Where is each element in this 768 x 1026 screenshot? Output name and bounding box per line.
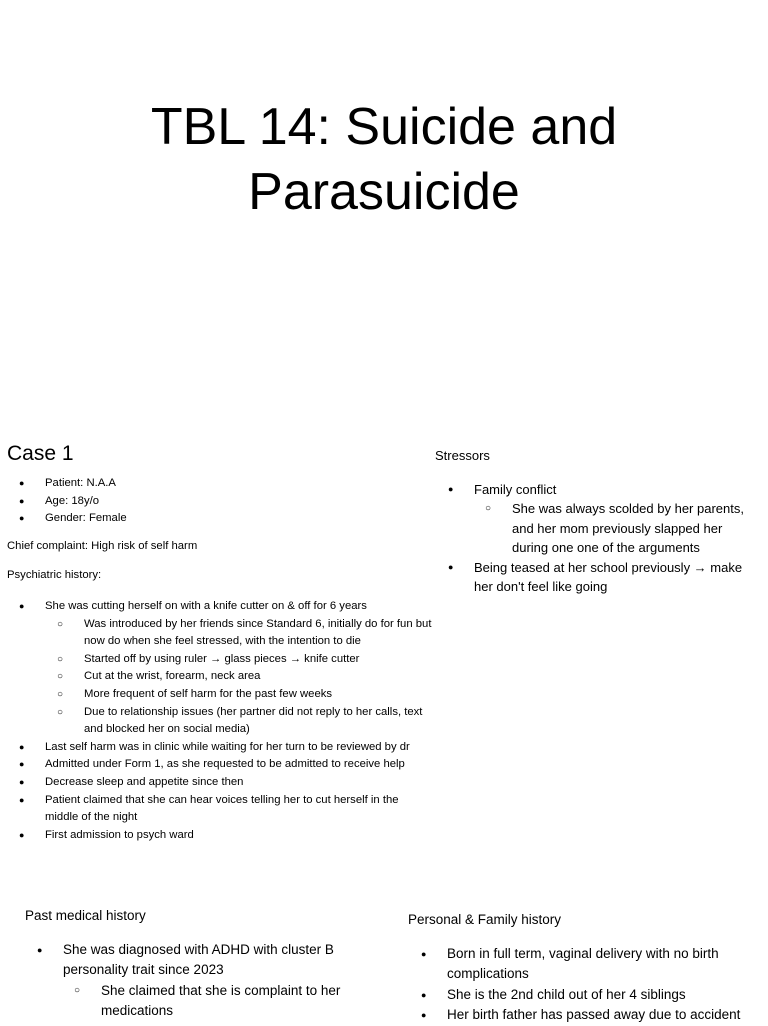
- pmh-list: [63, 940, 370, 1022]
- list-item: [45, 598, 432, 739]
- list-item: ● Gender: Female: [45, 510, 432, 528]
- list-item: [474, 480, 760, 558]
- list-item: [63, 940, 370, 1022]
- pfh-list: [447, 944, 760, 1026]
- case-section: [7, 441, 432, 844]
- list-item: ● First admission to psych ward: [45, 827, 432, 845]
- list-item: ● Admitted under Form 1, as she requested to be admitted to receive help: [45, 756, 432, 774]
- list-item-text: Family conflict: [474, 481, 557, 497]
- patient-info-list: [45, 475, 432, 528]
- list-item: ○ She claimed that she is complaint to her medications: [101, 981, 370, 1022]
- list-item: ● Born in full term, vaginal delivery with no birth complications: [447, 944, 760, 985]
- list-item-text: She was cutting herself on with a knife cutter on & off for 6 years: [45, 599, 367, 612]
- list-item: ● Patient: N.A.A: [45, 475, 432, 493]
- list-item: ○ Due to relationship issues (her partner did not reply to her calls, text and blocked her on social media): [84, 704, 432, 739]
- psych-history-sublist: [84, 616, 432, 739]
- list-item: ○ She was always scolded by her parents, and her mom previously slapped her during one one of the arguments: [512, 499, 760, 558]
- list-item: ○ More frequent of self harm for the past few weeks: [84, 686, 432, 704]
- list-item: ● Her birth father has passed away due to accident: [447, 1005, 760, 1026]
- list-item: ○ Cut at the wrist, forearm, neck area: [84, 668, 432, 686]
- list-item: ● Age: 18y/o: [45, 493, 432, 511]
- psych-history-list: [45, 598, 432, 844]
- stressors-sublist: [512, 499, 760, 558]
- stressors-label: Stressors: [435, 448, 490, 463]
- list-item: ● Last self harm was in clinic while waiting for her turn to be reviewed by dr: [45, 739, 432, 757]
- stressors-list: [474, 480, 760, 597]
- list-item-text: She was diagnosed with ADHD with cluster B personality trait since 2023: [63, 941, 334, 977]
- list-item: ● She is the 2nd child out of her 4 siblings: [447, 985, 760, 1006]
- title-line-2: Parasuicide: [248, 163, 520, 221]
- list-item: ● Decrease sleep and appetite since then: [45, 774, 432, 792]
- pfh-label: Personal & Family history: [408, 912, 562, 927]
- list-item: ● Patient claimed that she can hear voices telling her to cut herself in the middle of the night: [45, 792, 432, 827]
- pmh-sublist: [101, 981, 370, 1022]
- psych-history-label: Psychiatric history:: [7, 569, 102, 582]
- stressors-section: [435, 446, 760, 597]
- list-item: ○ Started off by using ruler → glass pieces → knife cutter: [84, 651, 432, 669]
- case-heading: Case 1: [7, 442, 74, 465]
- list-item: ○ Was introduced by her friends since Standard 6, initially do for fun but now do when she feel stressed, with the intention to die: [84, 616, 432, 651]
- past-medical-history-section: [25, 906, 370, 1022]
- document-title: [0, 95, 768, 225]
- title-line-1: TBL 14: Suicide and: [150, 98, 618, 156]
- chief-complaint: Chief complaint: High risk of self harm: [7, 539, 198, 552]
- pmh-label: Past medical history: [25, 908, 146, 923]
- personal-family-history-section: [408, 910, 760, 1026]
- list-item: ● Being teased at her school previously → make her don't feel like going: [474, 558, 760, 597]
